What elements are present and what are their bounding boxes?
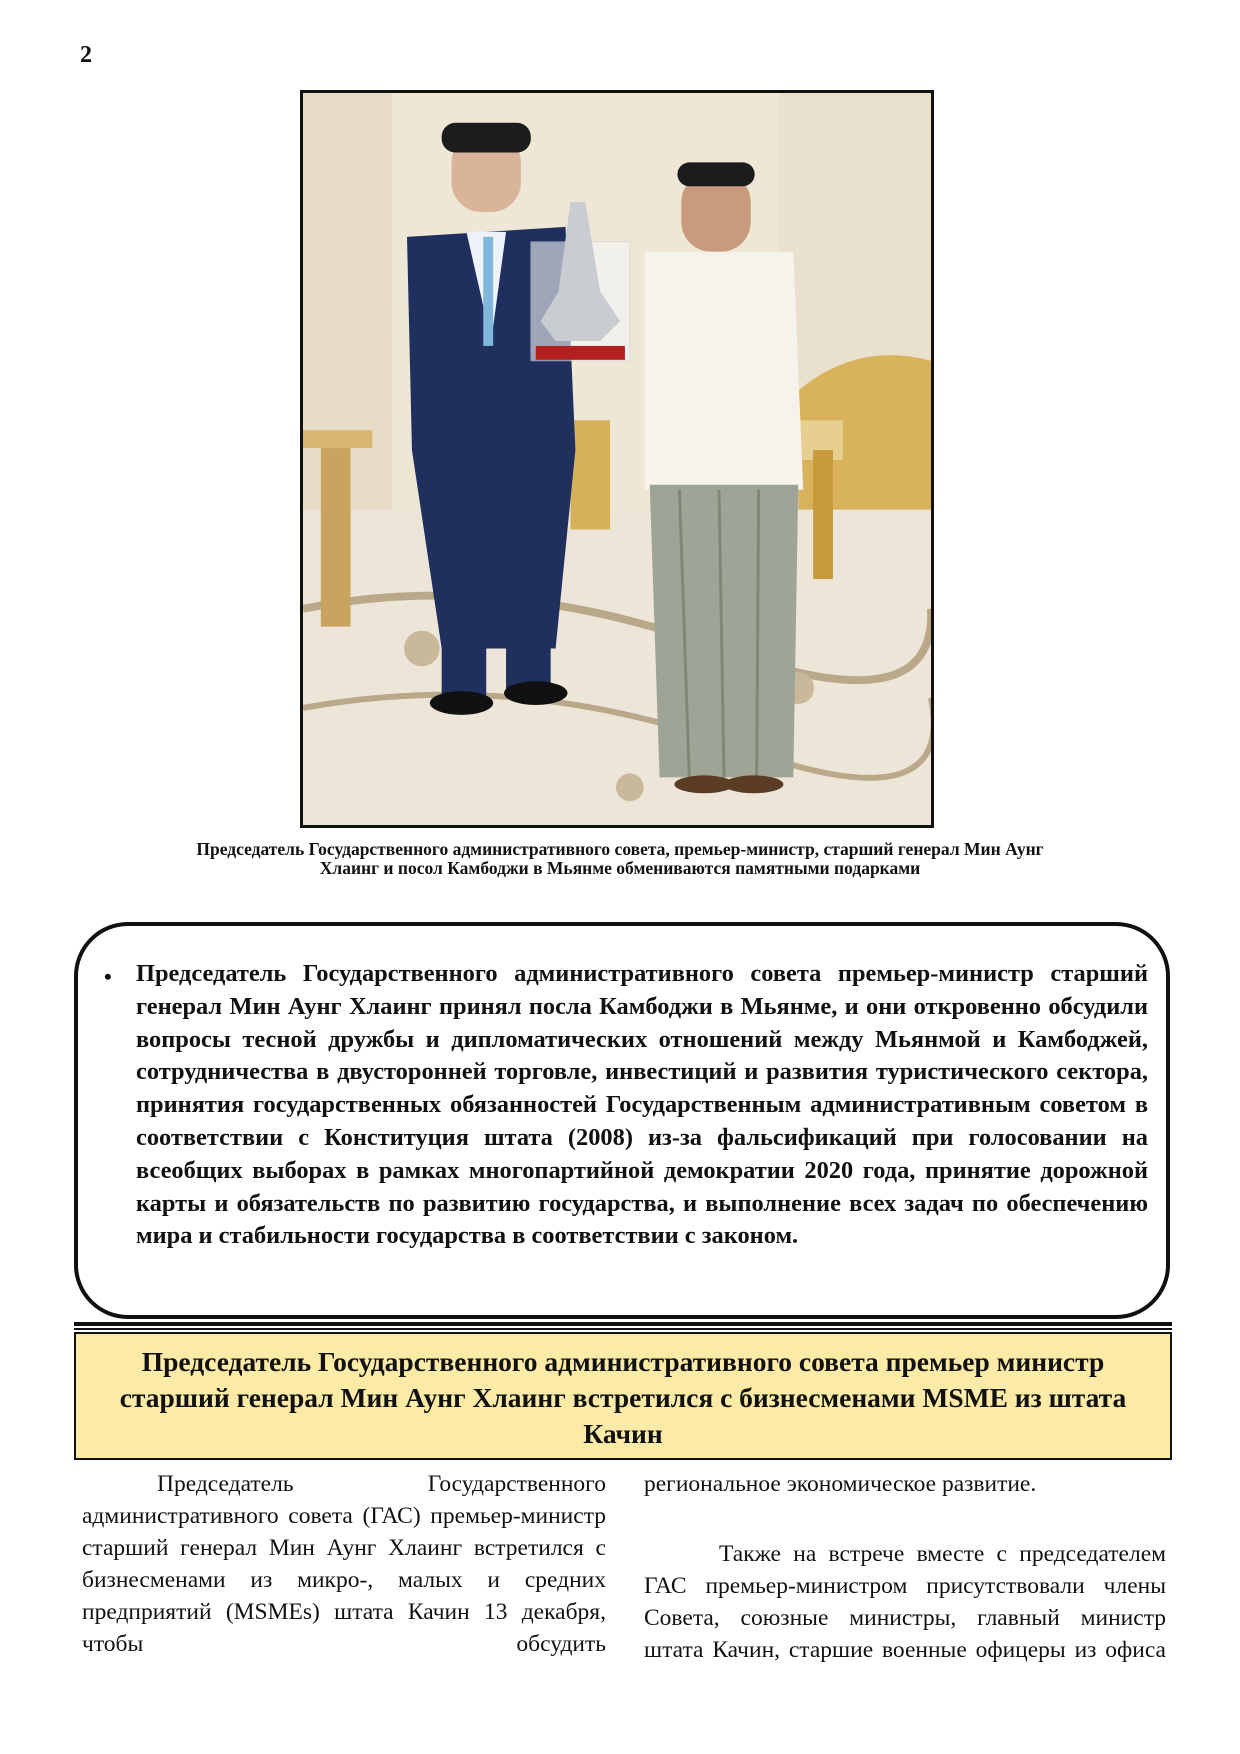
summary-box	[74, 922, 1170, 1319]
article-left-column: Председатель Государственного административного совета (ГАС) премьер-министр старший генерал Мин Аунг Хлаинг встретился с бизнесменами из микро-, малых и средних предприятий (MSMEs) штата Качин 13 декабря, чтобы обсудить	[82, 1471, 606, 1657]
divider-thick	[74, 1322, 1172, 1326]
article-right-paragraph: Также на встрече вместе с председателем ГАС премьер-министром присутствовали члены Совета, союзные министры, главный министр штата Качин, старшие военные офицеры из офиса	[644, 1541, 1166, 1663]
divider-thin	[74, 1328, 1172, 1330]
page-number: 2	[80, 42, 92, 68]
photo-caption: Председатель Государственного административного совета, премьер-министр, старший генерал Мин Аунг Хлаинг и посол Камбоджи в Мьянме обмениваются памятными подарками	[196, 839, 1044, 878]
headline-box	[74, 1332, 1172, 1460]
summary-text: Председатель Государственного административного совета премьер-министр старший генерал Мин Аунг Хлаинг принял посла Камбоджи в Мьянме, и они откровенно обсудили вопросы тесной дружбы и дипломатических отношений между Мьянмой и Камбоджей, сотрудничества в двусторонней торговле, инвестиций и развития туристического сектора, принятия государственных обязанностей Государственным административным советом в соответствии с Конституция штата (2008) из-за фальсификаций при голосовании на всеобщих выборах в рамках многопартийной демократии 2020 года, принятие дорожной карты и обязательств по развитию государства, и выполнение всех задач по обеспечению мира и стабильности государства в соответствии с законом.	[136, 960, 1148, 1250]
article-headline: Председатель Государственного административного совета премьер министр старший генерал Мин Аунг Хлаинг встретился с бизнесменами MSME из штата Качин	[119, 1346, 1127, 1449]
bullet-marker: •	[104, 964, 112, 989]
news-photo	[300, 90, 934, 828]
article-right-continuation: региональное экономическое развитие.	[644, 1471, 1037, 1497]
